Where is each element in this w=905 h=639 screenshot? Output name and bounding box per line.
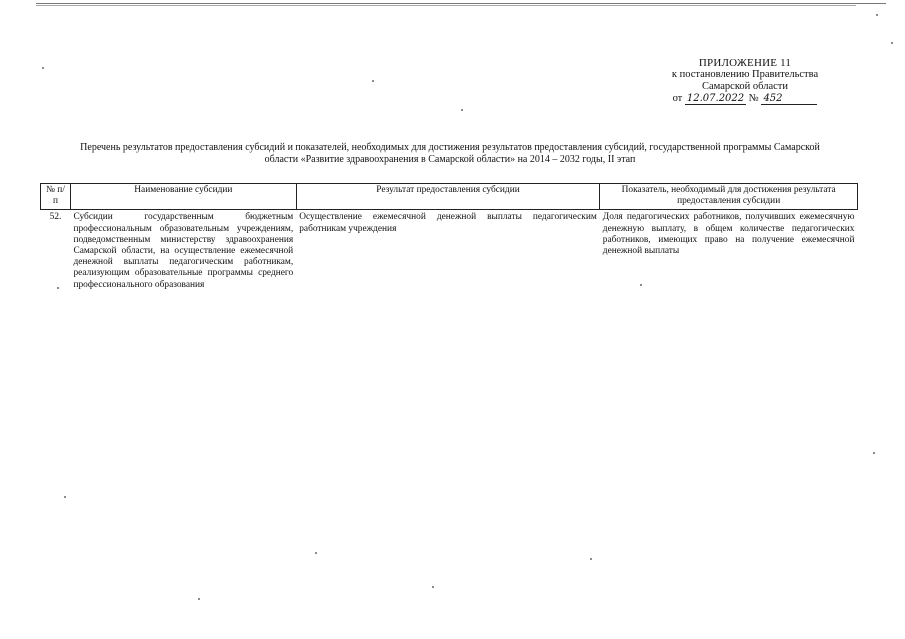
handwritten-number: 452 [761, 94, 817, 105]
table-header-row [41, 184, 858, 210]
scan-speck [891, 42, 893, 44]
scan-speck [315, 552, 317, 554]
header-indicator: Показатель, необходимый для достижения результата предоставления субсидии [600, 184, 858, 210]
subsidy-table [40, 183, 858, 293]
scan-speck [873, 452, 875, 454]
appendix-date-line [620, 93, 870, 105]
scan-speck [42, 67, 44, 69]
header-name: Наименование субсидии [70, 184, 296, 210]
scan-speck [876, 14, 878, 16]
scan-speck [590, 558, 592, 560]
appendix-line-2: Самарской области [702, 81, 788, 92]
date-prefix: от [672, 93, 683, 104]
scan-speck [372, 80, 374, 82]
top-border-line-secondary [36, 5, 856, 6]
row-indicator: Доля педагогических работников, получивших ежемесячную денежную выплату, в общем количестве педагогических работников, имеющих право на получение ежемесячной денежной выплаты [602, 212, 855, 257]
scan-speck [198, 598, 200, 600]
header-num: № п/п [41, 184, 71, 210]
document-heading [40, 142, 860, 166]
scan-speck [57, 287, 59, 289]
top-border-line [36, 3, 886, 4]
scan-speck [640, 284, 642, 286]
heading-line-2: области «Развитие здравоохранения в Самарской области» на 2014 – 2032 годы, II этап [264, 154, 636, 165]
row-num: 52. [49, 212, 62, 223]
table-row [41, 210, 858, 293]
scan-speck [64, 496, 66, 498]
appendix-title: ПРИЛОЖЕНИЕ 11 [698, 57, 792, 69]
row-name: Субсидии государственным бюджетным профессиональным образовательным учреждениям, подведомственным министерству здравоохранения Самарской области, на осуществление ежемесячной денежной выплаты педагогическим работникам, реализующим образовательные программы среднего профессионального образования [73, 212, 294, 290]
header-result: Результат предоставления субсидии [296, 184, 600, 210]
number-prefix: № [748, 93, 759, 104]
row-result: Осуществление ежемесячной денежной выплаты педагогическим работникам учреждения [299, 212, 597, 234]
handwritten-date: 12.07.2022 [686, 93, 745, 104]
appendix-line-1: к постановлению Правительства [671, 69, 819, 80]
scan-speck [432, 586, 434, 588]
scan-speck [461, 109, 463, 111]
heading-line-1: Перечень результатов предоставления субсидий и показателей, необходимых для достижения результатов предоставления субсидий, государственной программы Самарской [80, 142, 820, 153]
appendix-block [620, 57, 870, 105]
